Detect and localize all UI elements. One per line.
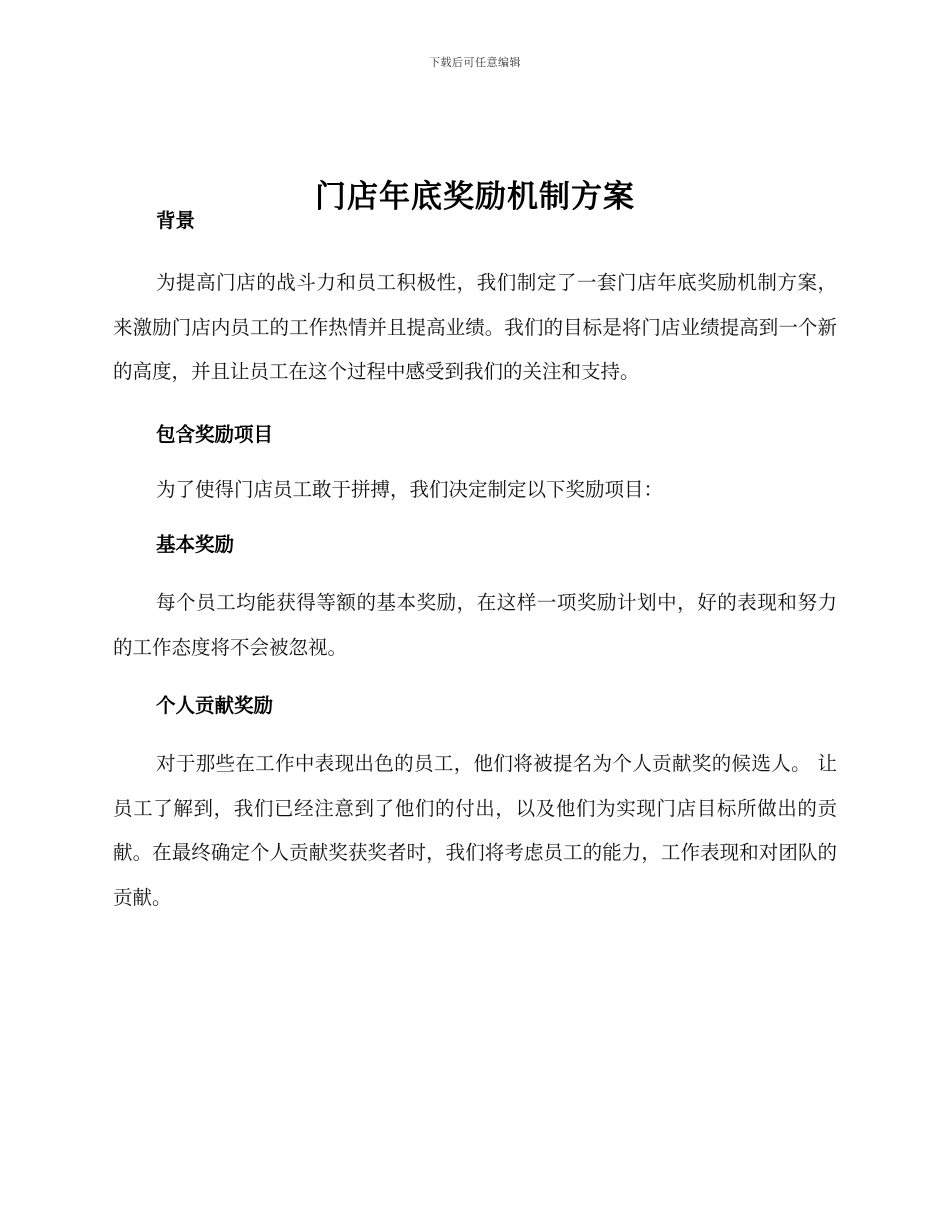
section-text-personal-contribution: 对于那些在工作中表现出色的员工，他们将被提名为个人贡献奖的候选人。 让员工了解到，我们已经注意到了他们的付出，以及他们为实现门店目标所做出的贡献。在最终确定个人贡献奖获奖者时，我们将考虑员工的能力，工作表现和对团队的贡献。 [113,752,837,909]
section-text-basic-reward: 每个员工均能获得等额的基本奖励，在这样一项奖励计划中，好的表现和努力的工作态度将不会被忽视。 [113,591,837,659]
document-body [113,204,837,920]
section-heading-background: 背景 [156,209,196,232]
section-heading-items: 包含奖励项目 [156,422,274,446]
section-text-items: 为了使得门店员工敢于拼搏，我们决定制定以下奖励项目： [156,477,664,501]
section-text-background: 为提高门店的战斗力和员工积极性，我们制定了一套门店年底奖励机制方案，来激励门店内员工的工作热情并且提高业绩。我们的目标是将门店业绩提高到一个新的高度，并且让员工在这个过程中感受到我们的关注和支持。 [113,271,837,383]
section-heading-basic-reward: 基本奖励 [156,533,235,556]
section-heading-personal-contribution: 个人贡献奖励 [156,694,274,717]
header-note: 下载后可任意编辑 [429,56,521,69]
document-title: 门店年底奖励机制方案 [315,178,635,215]
